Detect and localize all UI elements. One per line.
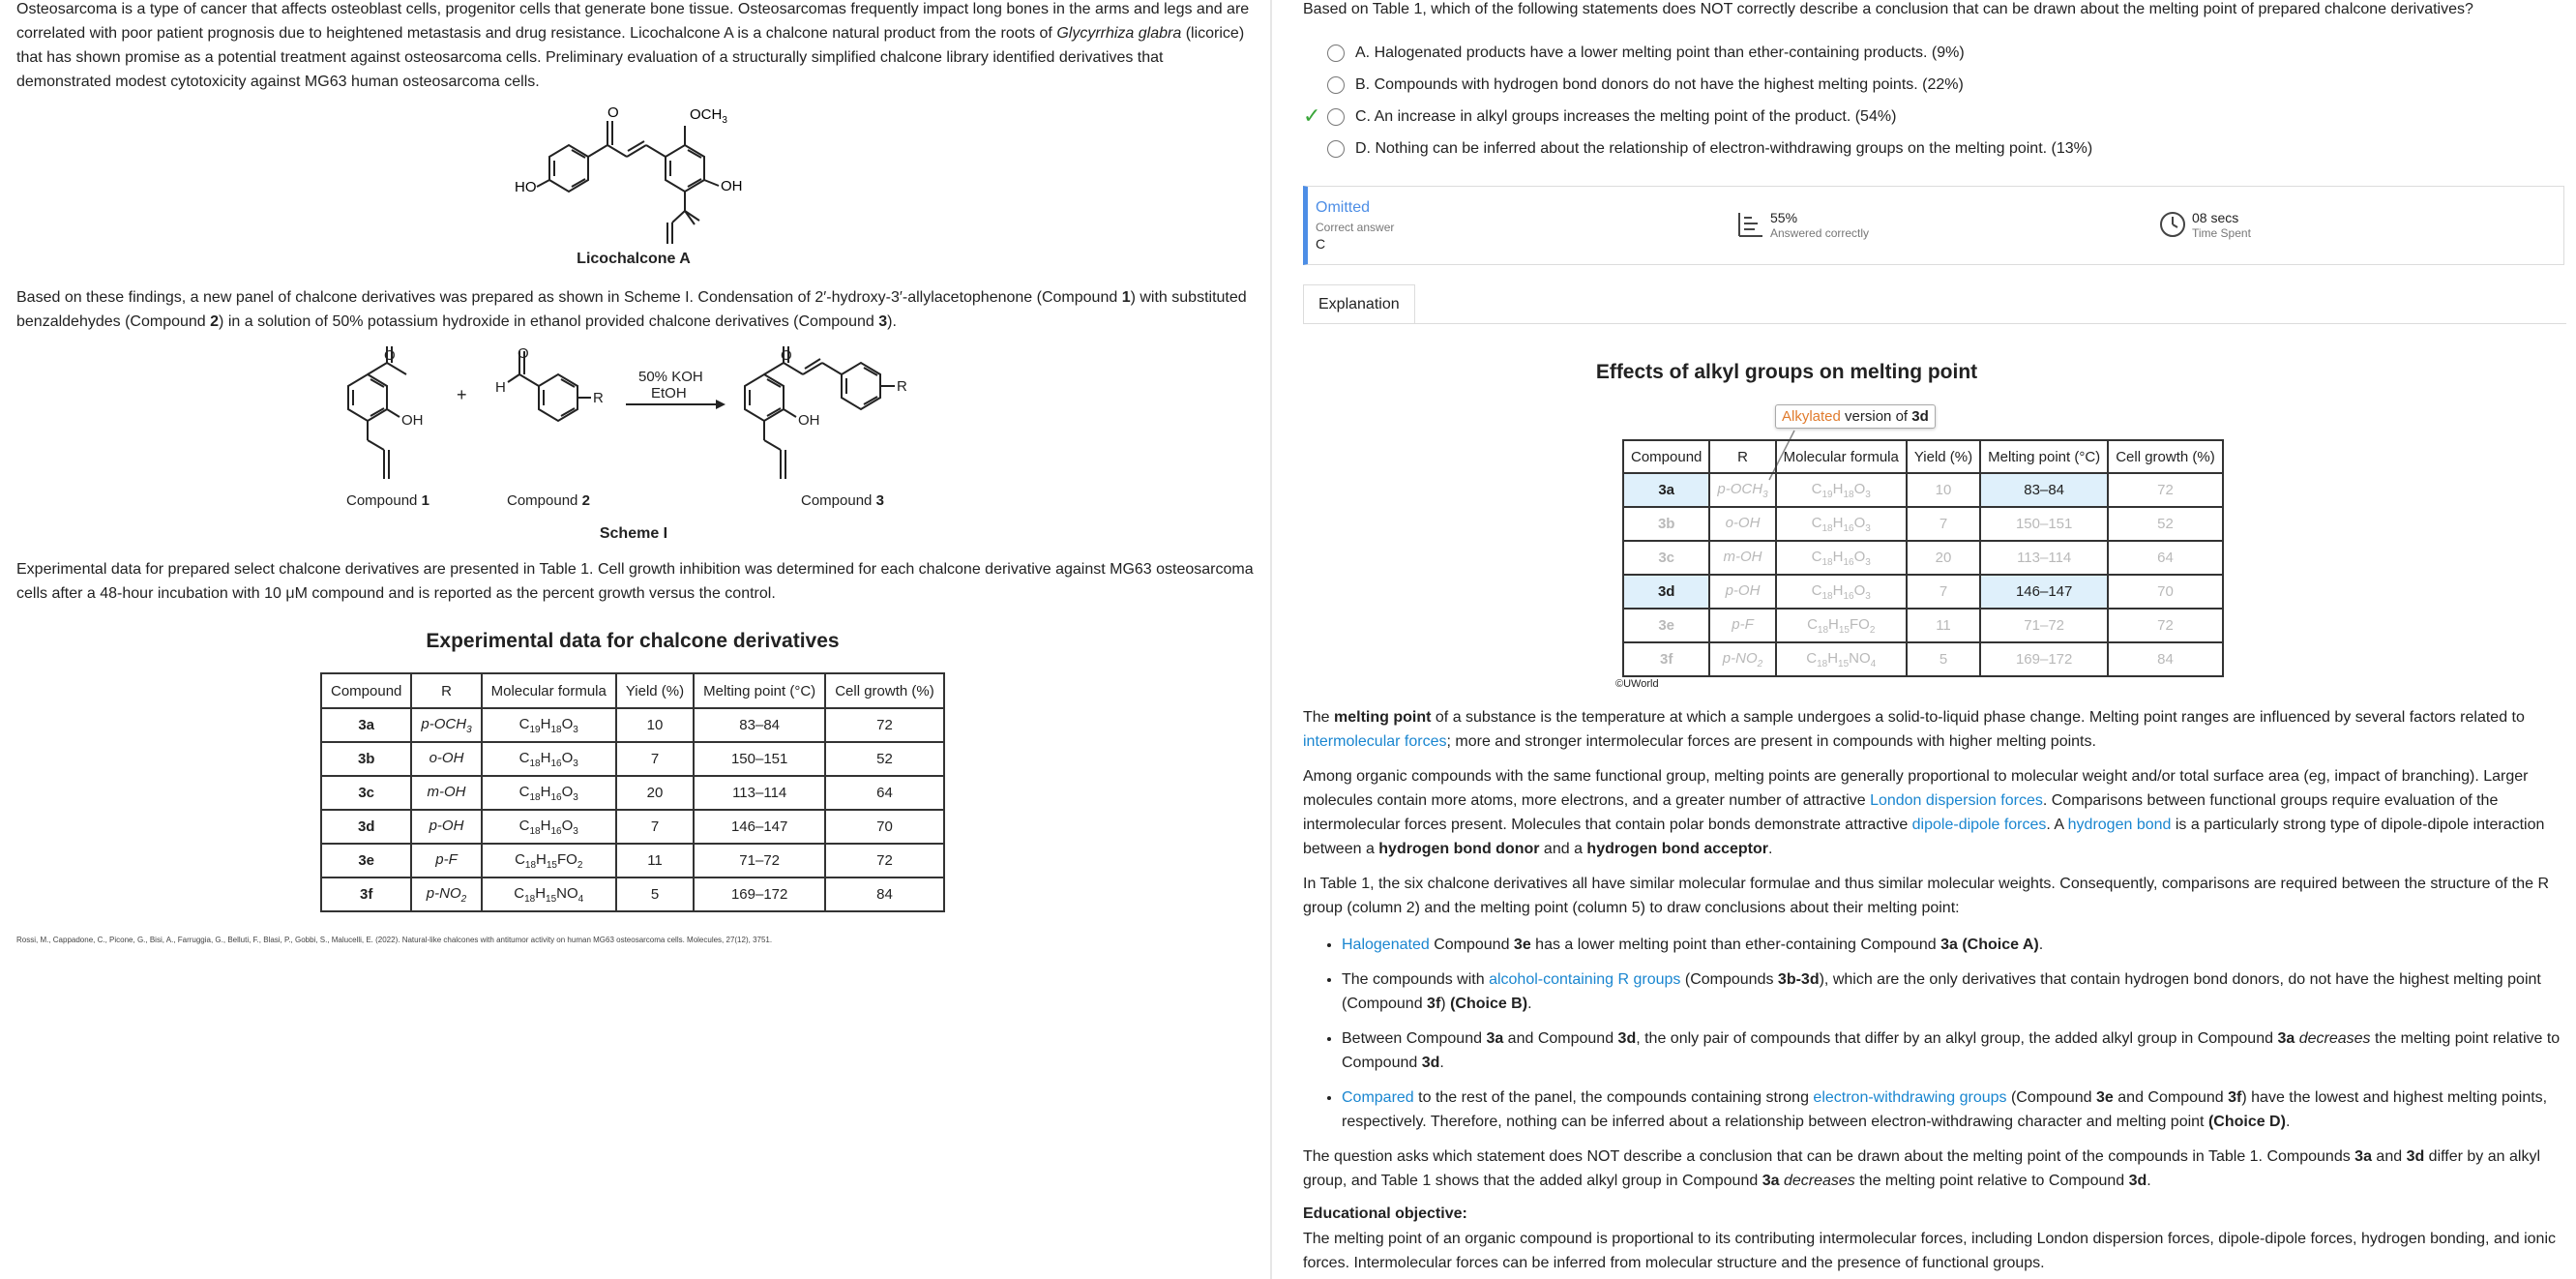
melting-point-cell: 83–84 <box>694 708 825 742</box>
yield-cell: 7 <box>1907 575 1980 609</box>
melting-point-cell: 169–172 <box>1980 642 2108 676</box>
formula-cell: $C_{18}H_{15}NO_4$ <box>482 877 616 911</box>
formula-cell: $C_{18}H_{16}O_3$ <box>482 742 616 776</box>
table-row <box>1623 473 2223 507</box>
melting-point-cell: 150–151 <box>1980 507 2108 541</box>
text: ) in a solution of 50% potassium hydroxide in ethanol provided chalcone derivatives (Compound <box>219 313 879 330</box>
compound-cell: 3f <box>321 877 411 911</box>
column-header: Melting point (°C) <box>1980 440 2108 473</box>
option-label: C. An increase in alkyl groups increases the melting point of the product. (54%) <box>1355 108 1897 125</box>
compound-cell: 3c <box>1623 541 1709 575</box>
licochalcone-caption: Licochalcone A <box>577 251 691 267</box>
explanation-paragraph-1: The melting point of a substance is the temperature at which a sample undergoes a solid-to-liquid phase change. Melting point ranges are influenced by several factors related to intermolecular forces; more and stronger intermolecular forces are present in compounds with higher melting points. <box>1303 709 2525 750</box>
atom-label: OH <box>401 412 424 429</box>
atom-label: H <box>495 379 506 396</box>
stats-bar <box>1303 186 2564 265</box>
explanation-body <box>1303 705 2561 1275</box>
time-value: 08 secs <box>2192 210 2239 225</box>
reagent-label: EtOH <box>651 385 687 402</box>
passage-panel <box>0 0 1270 1279</box>
status-label: Omitted <box>1316 199 1371 216</box>
compound-cell: 3e <box>1623 609 1709 642</box>
formula-cell: $C_{18}H_{16}O_3$ <box>1776 507 1907 541</box>
table-header-row <box>321 673 944 708</box>
alcohol-r-groups-link[interactable]: alcohol-containing R groups <box>1489 971 1681 988</box>
table-row <box>1623 642 2223 676</box>
plus-sign: + <box>457 385 467 404</box>
explanation-paragraph-3: In Table 1, the six chalcone derivatives all have similar molecular formulae and thus similar molecular weights. Consequently, comparisons are required between the structure of the R group (column 2) and the melting point (column 5) to draw conclusions about their melting point: <box>1303 876 2550 916</box>
table-row <box>1623 507 2223 541</box>
cell-growth-cell: 64 <box>2108 541 2223 575</box>
option-label: A. Halogenated products have a lower melting point than ether-containing products. (9%) <box>1355 45 1965 61</box>
educational-objective-text: The melting point of an organic compound is proportional to its contributing intermolecular forces, including London dispersion forces, dipole-dipole forces, hydrogen bonding, and ionic forces. Intermolecular forces can be inferred from molecular structure and the presence of functional groups. <box>1303 1231 2556 1271</box>
compound-1-label: Compound 1 <box>346 492 429 509</box>
atom-label: R <box>897 378 907 395</box>
yield-cell: 7 <box>616 742 694 776</box>
correct-check-icon: ✓ <box>1303 104 1321 128</box>
list-item: • Compared to the rest of the panel, the compounds containing strong electron-withdrawing groups (Compound 3e and Compound 3f) have the lowest and highest melting points, respectively. Therefore, nothing can be inferred about a relationship between electron-withdrawing character and melting point (Choice D). <box>1342 1086 2561 1134</box>
panel-divider[interactable] <box>1270 0 1272 1279</box>
citation: Rossi, M., Cappadone, C., Picone, G., Bisi, A., Farruggia, G., Belluti, F., Blasi, P., Gobbi, S., Malucelli, E. (2022). Natural-like chalcones with antitumor activity on human MG63 osteosarcoma cells. Molecules, 27(12), 3751. <box>16 936 773 944</box>
r-group-cell: $p-NO_2$ <box>411 877 481 911</box>
cell-growth-cell: 52 <box>2108 507 2223 541</box>
list-item: • Halogenated Compound 3e has a lower melting point than ether-containing Compound 3a (Choice A). <box>1342 933 2561 957</box>
yield-cell: 5 <box>1907 642 1980 676</box>
compound-cell: 3a <box>1623 473 1709 507</box>
intermolecular-forces-link[interactable]: intermolecular forces <box>1303 733 1447 750</box>
halogenated-link[interactable]: Halogenated <box>1342 937 1430 953</box>
table-row <box>321 776 944 810</box>
r-group-cell: p-F <box>411 844 481 877</box>
passage-paragraph-2 <box>16 285 1255 334</box>
atom-label: O <box>518 345 529 362</box>
compared-link[interactable]: Compared <box>1342 1089 1414 1106</box>
column-header: Molecular formula <box>1776 440 1907 473</box>
column-header: Compound <box>321 673 411 708</box>
atom-label: HO <box>515 179 537 195</box>
compound-cell: 3c <box>321 776 411 810</box>
dipole-dipole-link[interactable]: dipole-dipole forces <box>1911 817 2047 833</box>
cell-growth-cell: 52 <box>825 742 944 776</box>
answer-option-a[interactable] <box>1327 39 1965 68</box>
yield-cell: 7 <box>1907 507 1980 541</box>
compound-cell: 3b <box>321 742 411 776</box>
cell-growth-cell: 70 <box>825 810 944 844</box>
table-row <box>321 810 944 844</box>
atom-label: O <box>607 104 619 121</box>
text: Osteosarcoma is a type of cancer that affects osteoblast cells, progenitor cells that generate bone tissue. Osteosarcomas frequently impact long bones in the arms and legs and are correlated with poor patient prognosis due to heightened metastasis and drug resistance. Licochalcone A is a chalcone natural product from the roots of <box>16 1 1250 42</box>
percent-value: 55% <box>1770 210 1798 225</box>
formula-cell: $C_{18}H_{15}NO_4$ <box>1776 642 1907 676</box>
compound-cell: 3a <box>321 708 411 742</box>
cell-growth-cell: 72 <box>825 844 944 877</box>
atom-label: OH <box>798 412 820 429</box>
explanation-paragraph-4: The question asks which statement does NOT describe a conclusion that can be drawn about the melting point of the compounds in Table 1. Compounds 3a and 3d differ by an alkyl group, and Table 1 shows that the added alkyl group in Compound 3a decreases the melting point relative to Compound 3d. <box>1303 1148 2540 1189</box>
melting-point-cell: 71–72 <box>694 844 825 877</box>
cell-growth-cell: 84 <box>825 877 944 911</box>
answer-option-b[interactable] <box>1327 71 1964 100</box>
compound-2-label: Compound 2 <box>507 492 590 509</box>
text: ). <box>887 313 897 330</box>
compound-3-label: Compound 3 <box>801 492 884 509</box>
table-header-row <box>1623 440 2223 473</box>
table-row <box>321 708 944 742</box>
bar-chart-icon <box>1736 210 1765 239</box>
question-panel <box>1303 0 2566 1279</box>
yield-cell: 20 <box>1907 541 1980 575</box>
column-header: R <box>1709 440 1775 473</box>
cell-growth-cell: 72 <box>825 708 944 742</box>
radio-button[interactable] <box>1327 76 1345 94</box>
compound-cell: 3d <box>1623 575 1709 609</box>
column-header: Compound <box>1623 440 1709 473</box>
column-header: Molecular formula <box>482 673 616 708</box>
formula-cell: $C_{18}H_{15}FO_2$ <box>1776 609 1907 642</box>
yield-cell: 7 <box>616 810 694 844</box>
explanation-paragraph-2: Among organic compounds with the same functional group, melting points are generally proportional to molecular weight and/or total surface area (eg, impact of branching). Larger molecules contain more atoms, more electrons, and a greater number of attractive London dispersion forces. Comparisons between functional groups require evaluation of the intermolecular forces present. Molecules that contain polar bonds demonstrate attractive dipole-dipole forces. A hydrogen bond is a particularly strong type of dipole-dipole interaction between a hydrogen bond donor and a hydrogen bond acceptor. <box>1303 768 2545 857</box>
compound-cell: 3b <box>1623 507 1709 541</box>
atom-label: O <box>384 347 396 364</box>
compound-cell: 3d <box>321 810 411 844</box>
formula-cell: $C_{18}H_{16}O_3$ <box>1776 575 1907 609</box>
r-group-cell: m-OH <box>1709 541 1775 575</box>
electron-withdrawing-link[interactable]: electron-withdrawing groups <box>1813 1089 2007 1106</box>
r-group-cell: $p-NO_2$ <box>1709 642 1775 676</box>
correct-answer-label: Correct answer <box>1316 221 1395 234</box>
explanation-bullets <box>1303 933 2561 1134</box>
radio-button[interactable] <box>1327 140 1345 158</box>
formula-cell: $C_{18}H_{16}O_3$ <box>482 810 616 844</box>
cell-growth-cell: 72 <box>2108 609 2223 642</box>
r-group-cell: $p-OCH_3$ <box>1709 473 1775 507</box>
atom-label: O <box>781 347 792 364</box>
list-item: • Between Compound 3a and Compound 3d, the only pair of compounds that differ by an alkyl group, the added alkyl group in Compound 3a decreases the melting point relative to Compound 3d. <box>1342 1026 2561 1075</box>
radio-button[interactable] <box>1327 108 1345 126</box>
table-row <box>321 742 944 776</box>
melting-point-cell: 71–72 <box>1980 609 2108 642</box>
clock-icon <box>2158 210 2187 239</box>
passage-paragraph-1 <box>16 0 1255 94</box>
formula-cell: $C_{18}H_{16}O_3$ <box>482 776 616 810</box>
educational-objective-title: Educational objective: <box>1303 1205 1467 1222</box>
melting-point-cell: 83–84 <box>1980 473 2108 507</box>
melting-point-cell: 169–172 <box>694 877 825 911</box>
yield-cell: 10 <box>616 708 694 742</box>
formula-cell: $C_{18}H_{15}FO_2$ <box>482 844 616 877</box>
r-group-cell: o-OH <box>411 742 481 776</box>
r-group-cell: p-OH <box>411 810 481 844</box>
london-dispersion-link[interactable]: London dispersion forces <box>1870 792 2043 809</box>
table-row <box>1623 575 2223 609</box>
column-header: Cell growth (%) <box>825 673 944 708</box>
column-header: Yield (%) <box>1907 440 1980 473</box>
cell-growth-cell: 64 <box>825 776 944 810</box>
table-row <box>321 844 944 877</box>
r-group-cell: p-F <box>1709 609 1775 642</box>
melting-point-table <box>1622 439 2224 677</box>
table-row <box>321 877 944 911</box>
text: 3 <box>878 313 888 330</box>
atom-label: $OCH_3$ <box>690 106 727 126</box>
radio-button[interactable] <box>1327 45 1345 62</box>
yield-cell: 11 <box>1907 609 1980 642</box>
formula-cell: $C_{18}H_{16}O_3$ <box>1776 541 1907 575</box>
compound-cell: 3e <box>321 844 411 877</box>
r-group-cell: m-OH <box>411 776 481 810</box>
species-name: Glycyrrhiza glabra <box>1056 25 1182 42</box>
text: 1 <box>1121 289 1131 306</box>
atom-label: R <box>593 390 604 406</box>
melting-point-cell: 146–147 <box>1980 575 2108 609</box>
cell-growth-cell: 70 <box>2108 575 2223 609</box>
yield-cell: 5 <box>616 877 694 911</box>
hydrogen-bond-link[interactable]: hydrogen bond <box>2067 817 2172 833</box>
option-label: D. Nothing can be inferred about the relationship of electron-withdrawing groups on the melting point. (13%) <box>1355 140 2093 157</box>
copyright: ©UWorld <box>1615 678 1659 690</box>
yield-cell: 20 <box>616 776 694 810</box>
atom-label: OH <box>721 178 743 194</box>
melting-point-cell: 113–114 <box>694 776 825 810</box>
text: (licorice) that has shown promise as a potential treatment against osteosarcoma cells. Preliminary evaluation of a structurally simplified chalcone library identified derivatives that demonstrated modest cytotoxicity against MG63 human osteosarcoma cells. <box>16 25 1245 90</box>
option-label: B. Compounds with hydrogen bond donors do not have the highest melting points. (22%) <box>1355 76 1964 93</box>
formula-cell: $C_{19}H_{18}O_3$ <box>482 708 616 742</box>
column-header: Yield (%) <box>616 673 694 708</box>
tab-explanation[interactable]: Explanation <box>1303 284 1415 324</box>
correct-answer-value: C <box>1316 236 1326 252</box>
figure-title: Effects of alkyl groups on melting point <box>1595 361 1978 383</box>
reagent-label: 50% KOH <box>638 369 703 385</box>
cell-growth-cell: 84 <box>2108 642 2223 676</box>
answer-options <box>1303 39 2561 174</box>
scheme-i-diagram <box>334 343 953 489</box>
table-row <box>1623 541 2223 575</box>
yield-cell: 11 <box>616 844 694 877</box>
text: 2 <box>210 313 220 330</box>
r-group-cell: p-OH <box>1709 575 1775 609</box>
column-header: R <box>411 673 481 708</box>
list-item: • The compounds with alcohol-containing R groups (Compounds 3b-3d), which are the only derivatives that contain hydrogen bond donors, do not have the highest melting point (Compound 3f) (Choice B). <box>1342 967 2561 1016</box>
licochalcone-a-structure <box>508 97 759 252</box>
answer-option-d[interactable] <box>1327 134 2092 164</box>
table-title: Experimental data for chalcone derivatives <box>426 630 840 652</box>
compound-cell: 3f <box>1623 642 1709 676</box>
question-stem: Based on Table 1, which of the following statements does NOT correctly describe a conclusion that can be drawn about the melting point of prepared chalcone derivatives? <box>1303 1 2473 17</box>
passage-paragraph-3: Experimental data for prepared select chalcone derivatives are presented in Table 1. Cell growth inhibition was determined for each chalcone derivative against MG63 osteosarcoma cells after a 48-hour incubation with 10 μM compound and is reported as the percent growth versus the control. <box>16 561 1254 602</box>
melting-point-cell: 146–147 <box>694 810 825 844</box>
percent-label: Answered correctly <box>1770 226 1870 240</box>
melting-point-cell: 150–151 <box>694 742 825 776</box>
r-group-cell: o-OH <box>1709 507 1775 541</box>
r-group-cell: $p-OCH_3$ <box>411 708 481 742</box>
text: ) with substituted benzaldehydes (Compound <box>16 289 1247 330</box>
scheme-caption: Scheme I <box>599 525 668 542</box>
tab-underline <box>1303 323 2566 324</box>
alkylated-callout: Alkylated version of 3d <box>1775 404 1936 429</box>
answer-option-c[interactable] <box>1327 103 1896 132</box>
time-label: Time Spent <box>2192 226 2251 240</box>
cell-growth-cell: 72 <box>2108 473 2223 507</box>
yield-cell: 10 <box>1907 473 1980 507</box>
column-header: Melting point (°C) <box>694 673 825 708</box>
formula-cell: $C_{19}H_{18}O_3$ <box>1776 473 1907 507</box>
experimental-data-table <box>320 672 945 912</box>
column-header: Cell growth (%) <box>2108 440 2223 473</box>
text: Based on these findings, a new panel of chalcone derivatives was prepared as shown in Scheme I. Condensation of 2′-hydroxy-3′-allylacetophenone (Compound <box>16 289 1122 306</box>
table-row <box>1623 609 2223 642</box>
melting-point-cell: 113–114 <box>1980 541 2108 575</box>
